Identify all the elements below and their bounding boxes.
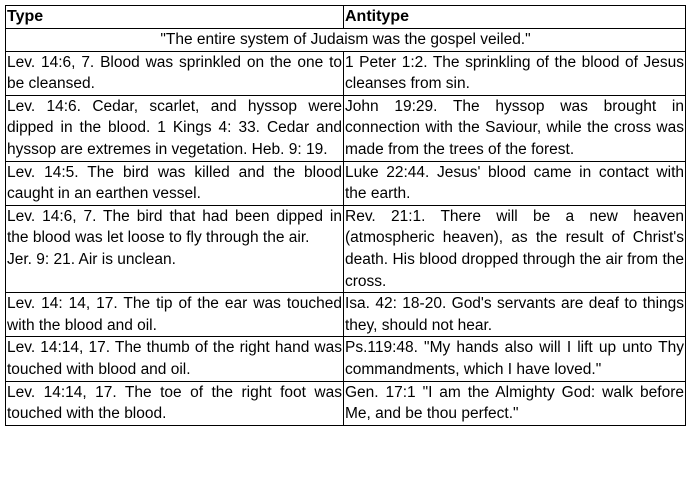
type-antitype-table	[5, 5, 686, 426]
type-cell-extra: Jer. 9: 21. Air is unclean.	[7, 250, 176, 268]
table-row	[6, 51, 686, 95]
type-cell: Lev. 14:6, 7. Blood was sprinkled on the one to be cleansed.	[6, 51, 344, 95]
antitype-cell: Isa. 42: 18-20. God's servants are deaf to things they, should not hear.	[344, 293, 686, 337]
antitype-cell: Luke 22:44. Jesus' blood came in contact with the earth.	[344, 161, 686, 205]
antitype-cell: Ps.119:48. "My hands also will I lift up unto Thy commandments, which I have loved."	[344, 337, 686, 381]
banner-quote: "The entire system of Judaism was the gospel veiled."	[6, 29, 686, 52]
type-cell: Lev. 14:5. The bird was killed and the blood caught in an earthen vessel.	[6, 161, 344, 205]
antitype-cell: 1 Peter 1:2. The sprinkling of the blood of Jesus cleanses from sin.	[344, 51, 686, 95]
type-cell: Lev. 14:14, 17. The toe of the right foot was touched with the blood.	[6, 381, 344, 425]
header-antitype: Antitype	[344, 6, 686, 29]
type-cell-text: Lev. 14:6, 7. The bird that had been dipped in the blood was let loose to fly through the air.	[7, 207, 342, 247]
antitype-cell: Gen. 17:1 "I am the Almighty God: walk before Me, and be thou perfect."	[344, 381, 686, 425]
header-type: Type	[6, 6, 344, 29]
table-row	[6, 337, 686, 381]
table-row	[6, 205, 686, 292]
header-row	[6, 6, 686, 29]
type-cell	[6, 205, 344, 292]
antitype-cell: John 19:29. The hyssop was brought in connection with the Saviour, while the cross was made from the trees of the forest.	[344, 95, 686, 161]
table-row	[6, 161, 686, 205]
table-row	[6, 95, 686, 161]
table-row	[6, 381, 686, 425]
banner-row	[6, 29, 686, 52]
table-row	[6, 293, 686, 337]
type-cell: Lev. 14:6. Cedar, scarlet, and hyssop were dipped in the blood. 1 Kings 4: 33. Cedar and hyssop are extremes in vegetation. Heb. 9: 19.	[6, 95, 344, 161]
antitype-cell: Rev. 21:1. There will be a new heaven (atmospheric heaven), as the result of Christ's death. His blood dropped through the air from the cross.	[344, 205, 686, 292]
type-cell: Lev. 14:14, 17. The thumb of the right hand was touched with blood and oil.	[6, 337, 344, 381]
type-cell: Lev. 14: 14, 17. The tip of the ear was touched with the blood and oil.	[6, 293, 344, 337]
